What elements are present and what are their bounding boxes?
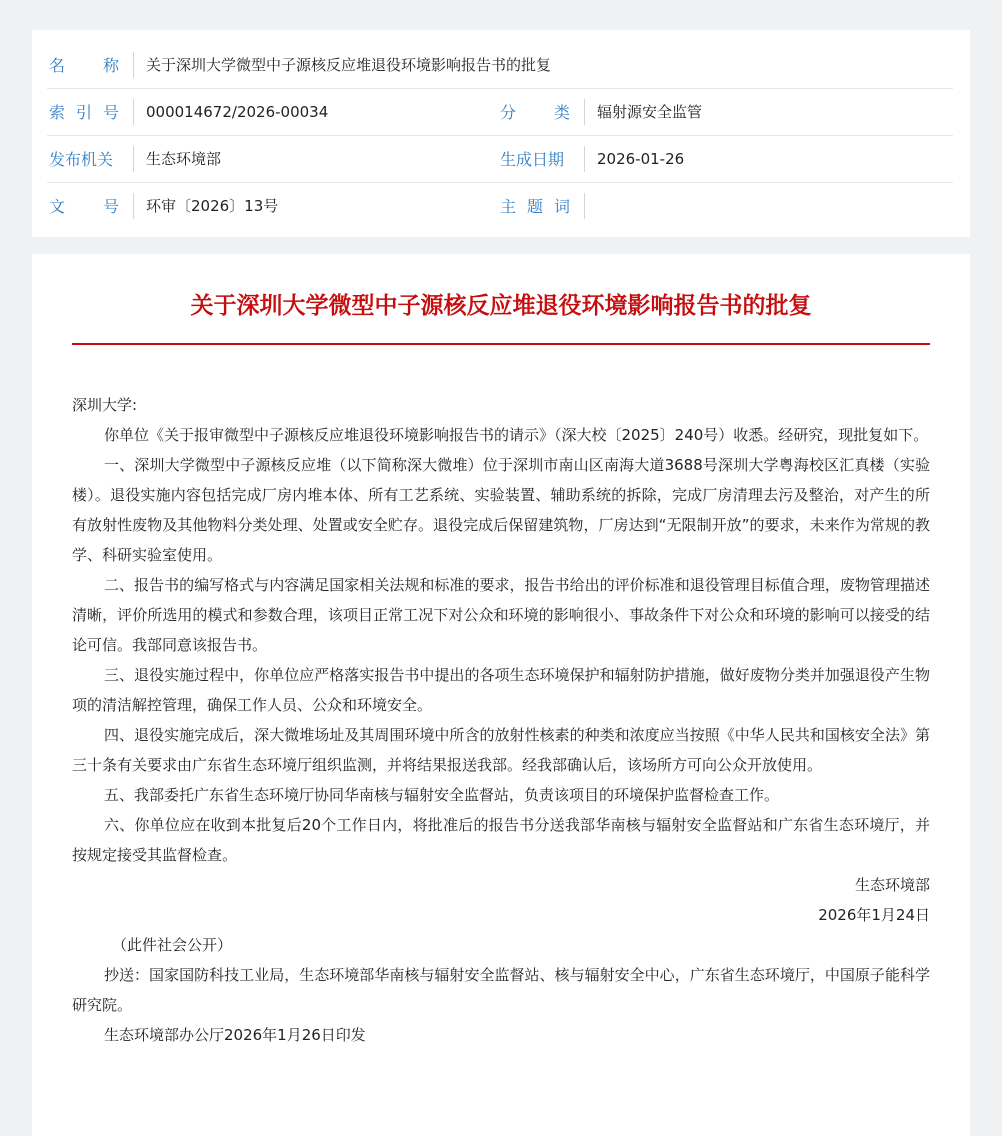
document-title: 关于深圳大学微型中子源核反应堆退役环境影响报告书的批复 [190,293,812,319]
sign-date: 2026年1月24日 [818,906,930,924]
public-note: （此件社会公开） [112,936,233,954]
divider [133,193,134,219]
paragraph: 四、退役实施完成后，深大微堆场址及其周围环境中所含的放射性核素的种类和浓度应当按照《中华人民共和国核安全法》第三十条有关要求由广东省生态环境厅组织监测，并将结果报送我部。经我部确认后，该场所方可向公众开放使用。 [72,726,930,774]
meta-label-index: 索 引 号 [49,103,119,122]
divider [133,146,134,172]
paragraph: 二、报告书的编写格式与内容满足国家相关法规和标准的要求，报告书给出的评价标准和退役管理目标值合理，废物管理描述清晰，评价所选用的模式和参数合理，该项目正常工况下对公众和环境的影响很小、事故条件下对公众和环境的影响可以接受的结论可信。我部同意该报告书。 [72,576,930,654]
meta-value-date: 2026-01-26 [597,149,685,168]
meta-label-date: 生成日期 [500,150,565,169]
divider [584,193,585,219]
meta-label-category: 分 类 [500,103,570,122]
meta-row-index [47,88,953,136]
metadata-card [32,30,970,237]
meta-value-docno: 环审〔2026〕13号 [146,197,279,215]
paragraph: 三、退役实施过程中，你单位应严格落实报告书中提出的各项生态环境保护和辐射防护措施，做好废物分类并加强退役产生物项的清洁解控管理，确保工作人员、公众和环境安全。 [72,666,930,714]
title-divider [72,343,930,345]
paragraph: 你单位《关于报审微型中子源核反应堆退役环境影响报告书的请示》（深大校〔2025〕240号）收悉。经研究，现批复如下。 [104,426,929,444]
paragraph: 六、你单位应在收到本批复后20个工作日内，将批准后的报告书分送我部华南核与辐射安全监督站和广东省生态环境厅，并按规定接受其监督检查。 [72,816,930,864]
meta-row-docno [47,182,953,229]
paragraph: 五、我部委托广东省生态环境厅协同华南核与辐射安全监督站，负责该项目的环境保护监督检查工作。 [104,786,780,804]
cc-list: 抄送：国家国防科技工业局，生态环境部华南核与辐射安全监督站、核与辐射安全中心，广东省生态环境厅，中国原子能科学研究院。 [72,966,930,1014]
meta-value-index: 000014672/2026-00034 [146,102,329,121]
meta-row-issuer [47,135,953,183]
meta-label-docno: 文 号 [49,197,119,216]
meta-label-issuer: 发布机关 [49,150,114,169]
meta-field-name [49,41,551,88]
printed-note: 生态环境部办公厅2026年1月26日印发 [104,1026,366,1044]
salutation: 深圳大学: [72,396,138,414]
meta-value-category: 辐射源安全监管 [597,103,703,121]
divider [584,99,585,125]
paragraph: 一、深圳大学微型中子源核反应堆（以下简称深大微堆）位于深圳市南山区南海大道3688号深圳大学粤海校区汇真楼（实验楼）。退役实施内容包括完成厂房内堆本体、所有工艺系统、实验装置、辅助系统的拆除，完成厂房清理去污及整治，对产生的所有放射性废物及其他物料分类处理、处置或安全贮存。退役完成后保留建筑物，厂房达到“无限制开放”的要求，未来作为常规的教学、科研实验室使用。 [72,456,930,564]
meta-value-name: 关于深圳大学微型中子源核反应堆退役环境影响报告书的批复 [146,56,552,74]
meta-label-name: 名 称 [49,56,119,75]
divider [133,52,134,78]
meta-field-date [500,135,684,182]
meta-field-docno [49,182,278,229]
document-body [72,390,930,1050]
divider [584,146,585,172]
meta-row-name [47,41,953,89]
meta-label-keywords: 主 题 词 [500,197,570,216]
meta-field-category [500,88,702,135]
signature: 生态环境部 [854,876,930,894]
divider [133,99,134,125]
meta-field-issuer [49,135,221,182]
meta-field-keywords [500,182,597,229]
meta-field-index [49,88,328,135]
meta-value-issuer: 生态环境部 [146,150,222,168]
